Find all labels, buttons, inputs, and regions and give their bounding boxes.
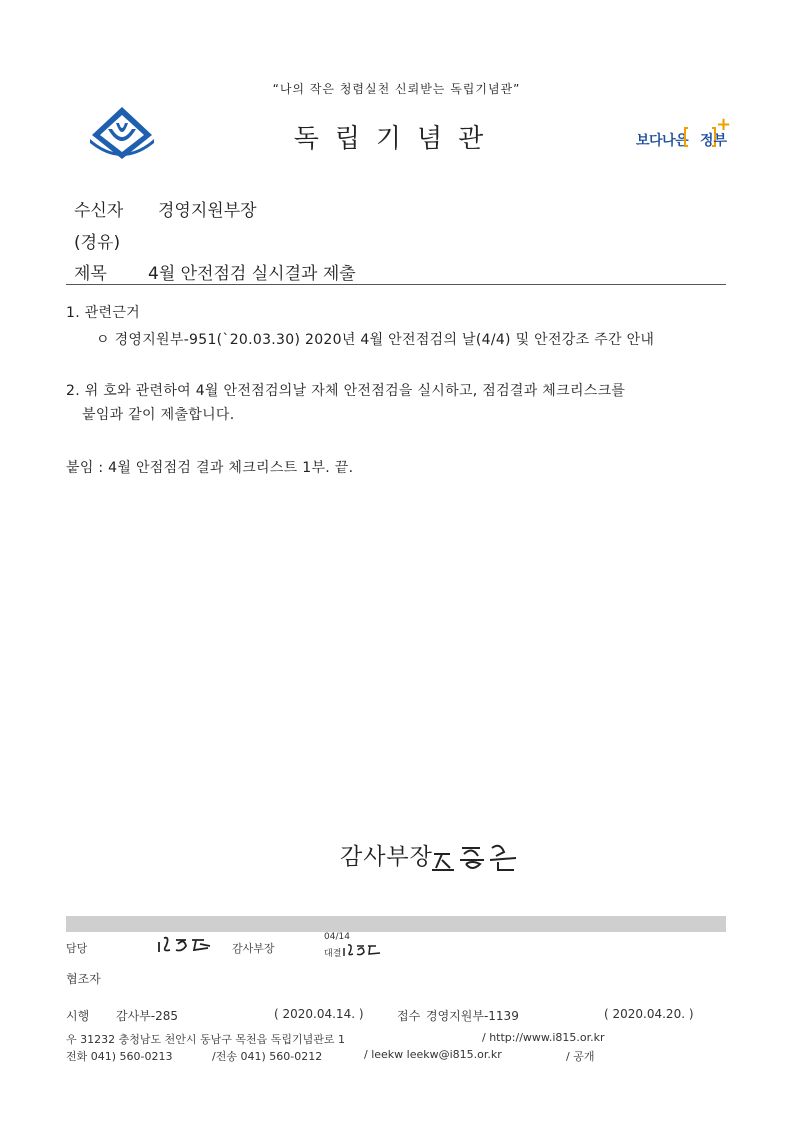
footer-band [66,916,726,932]
receive-date: ( 2020.04.20. ) [604,1007,694,1021]
address: 우 31232 충청남도 천안시 동남구 목천읍 독립기념관로 1 [66,1033,345,1046]
approval-signature-icon [342,942,382,958]
receive-label: 접수 [397,1009,421,1023]
recipient-value: 경영지원부장 [158,201,257,221]
approval-label: 대결 [324,949,342,959]
org-title: 독립기념관 [293,124,500,154]
subject-row [74,259,356,284]
receive-no: 경영지원부-1139 [426,1009,519,1023]
phone: 전화 041) 560-0213 [66,1050,173,1063]
subject-label: 제목 [74,264,107,284]
email: / leekw leekw@i815.or.kr [364,1048,502,1061]
gov-logo-text [636,130,688,150]
gov-plus-icon: + [716,114,732,135]
attachment-line: 붙임 : 4월 안점점검 결과 체크리스트 1부. 끝. [66,460,354,476]
item1-detail: ㅇ 경영지원부-951(`20.03.30) 2020년 4월 안전점검의 날(4/4) 및 안전강조 주간 안내 [96,332,655,348]
drafter-label: 담당 [66,942,88,955]
enforce-no: 감사부-285 [116,1009,179,1023]
cooperator-label: 협조자 [66,972,101,986]
fax: /전송 041) 560-0212 [212,1050,323,1063]
gov-logo-text-b: 정부 [700,133,728,149]
signature-title: 감사부장 [340,844,433,870]
drafter-signature-icon [156,934,214,956]
handwritten-signature-icon [430,836,542,876]
via-label: (경유) [74,233,121,253]
item2-line1: 2. 위 호와 관련하여 4월 안전점검의날 자체 안전점검을 실시하고, 점검결과 체크리스크를 [66,383,626,399]
recipient-row [74,196,257,221]
enforce-label: 시행 [66,1009,90,1023]
gov-logo-text-a: 보다나은 [636,133,689,149]
subject-value: 4월 안전점검 실시결과 제출 [148,264,356,284]
disclosure: / 공개 [566,1050,595,1063]
approval-date: 04/14 [324,932,350,942]
approver-label: 감사부장 [232,942,275,955]
enforce-date: ( 2020.04.14. ) [274,1007,364,1021]
gov-logo [636,114,732,158]
item2-line2: 붙임과 같이 제출합니다. [82,407,235,423]
homepage: / http://www.i815.or.kr [482,1031,605,1044]
subject-divider [66,284,726,285]
recipient-label: 수신자 [74,201,124,221]
item1-title: 1. 관련근거 [66,305,141,321]
slogan: “나의 작은 청렴실천 신뢰받는 독립기념관” [272,82,521,96]
